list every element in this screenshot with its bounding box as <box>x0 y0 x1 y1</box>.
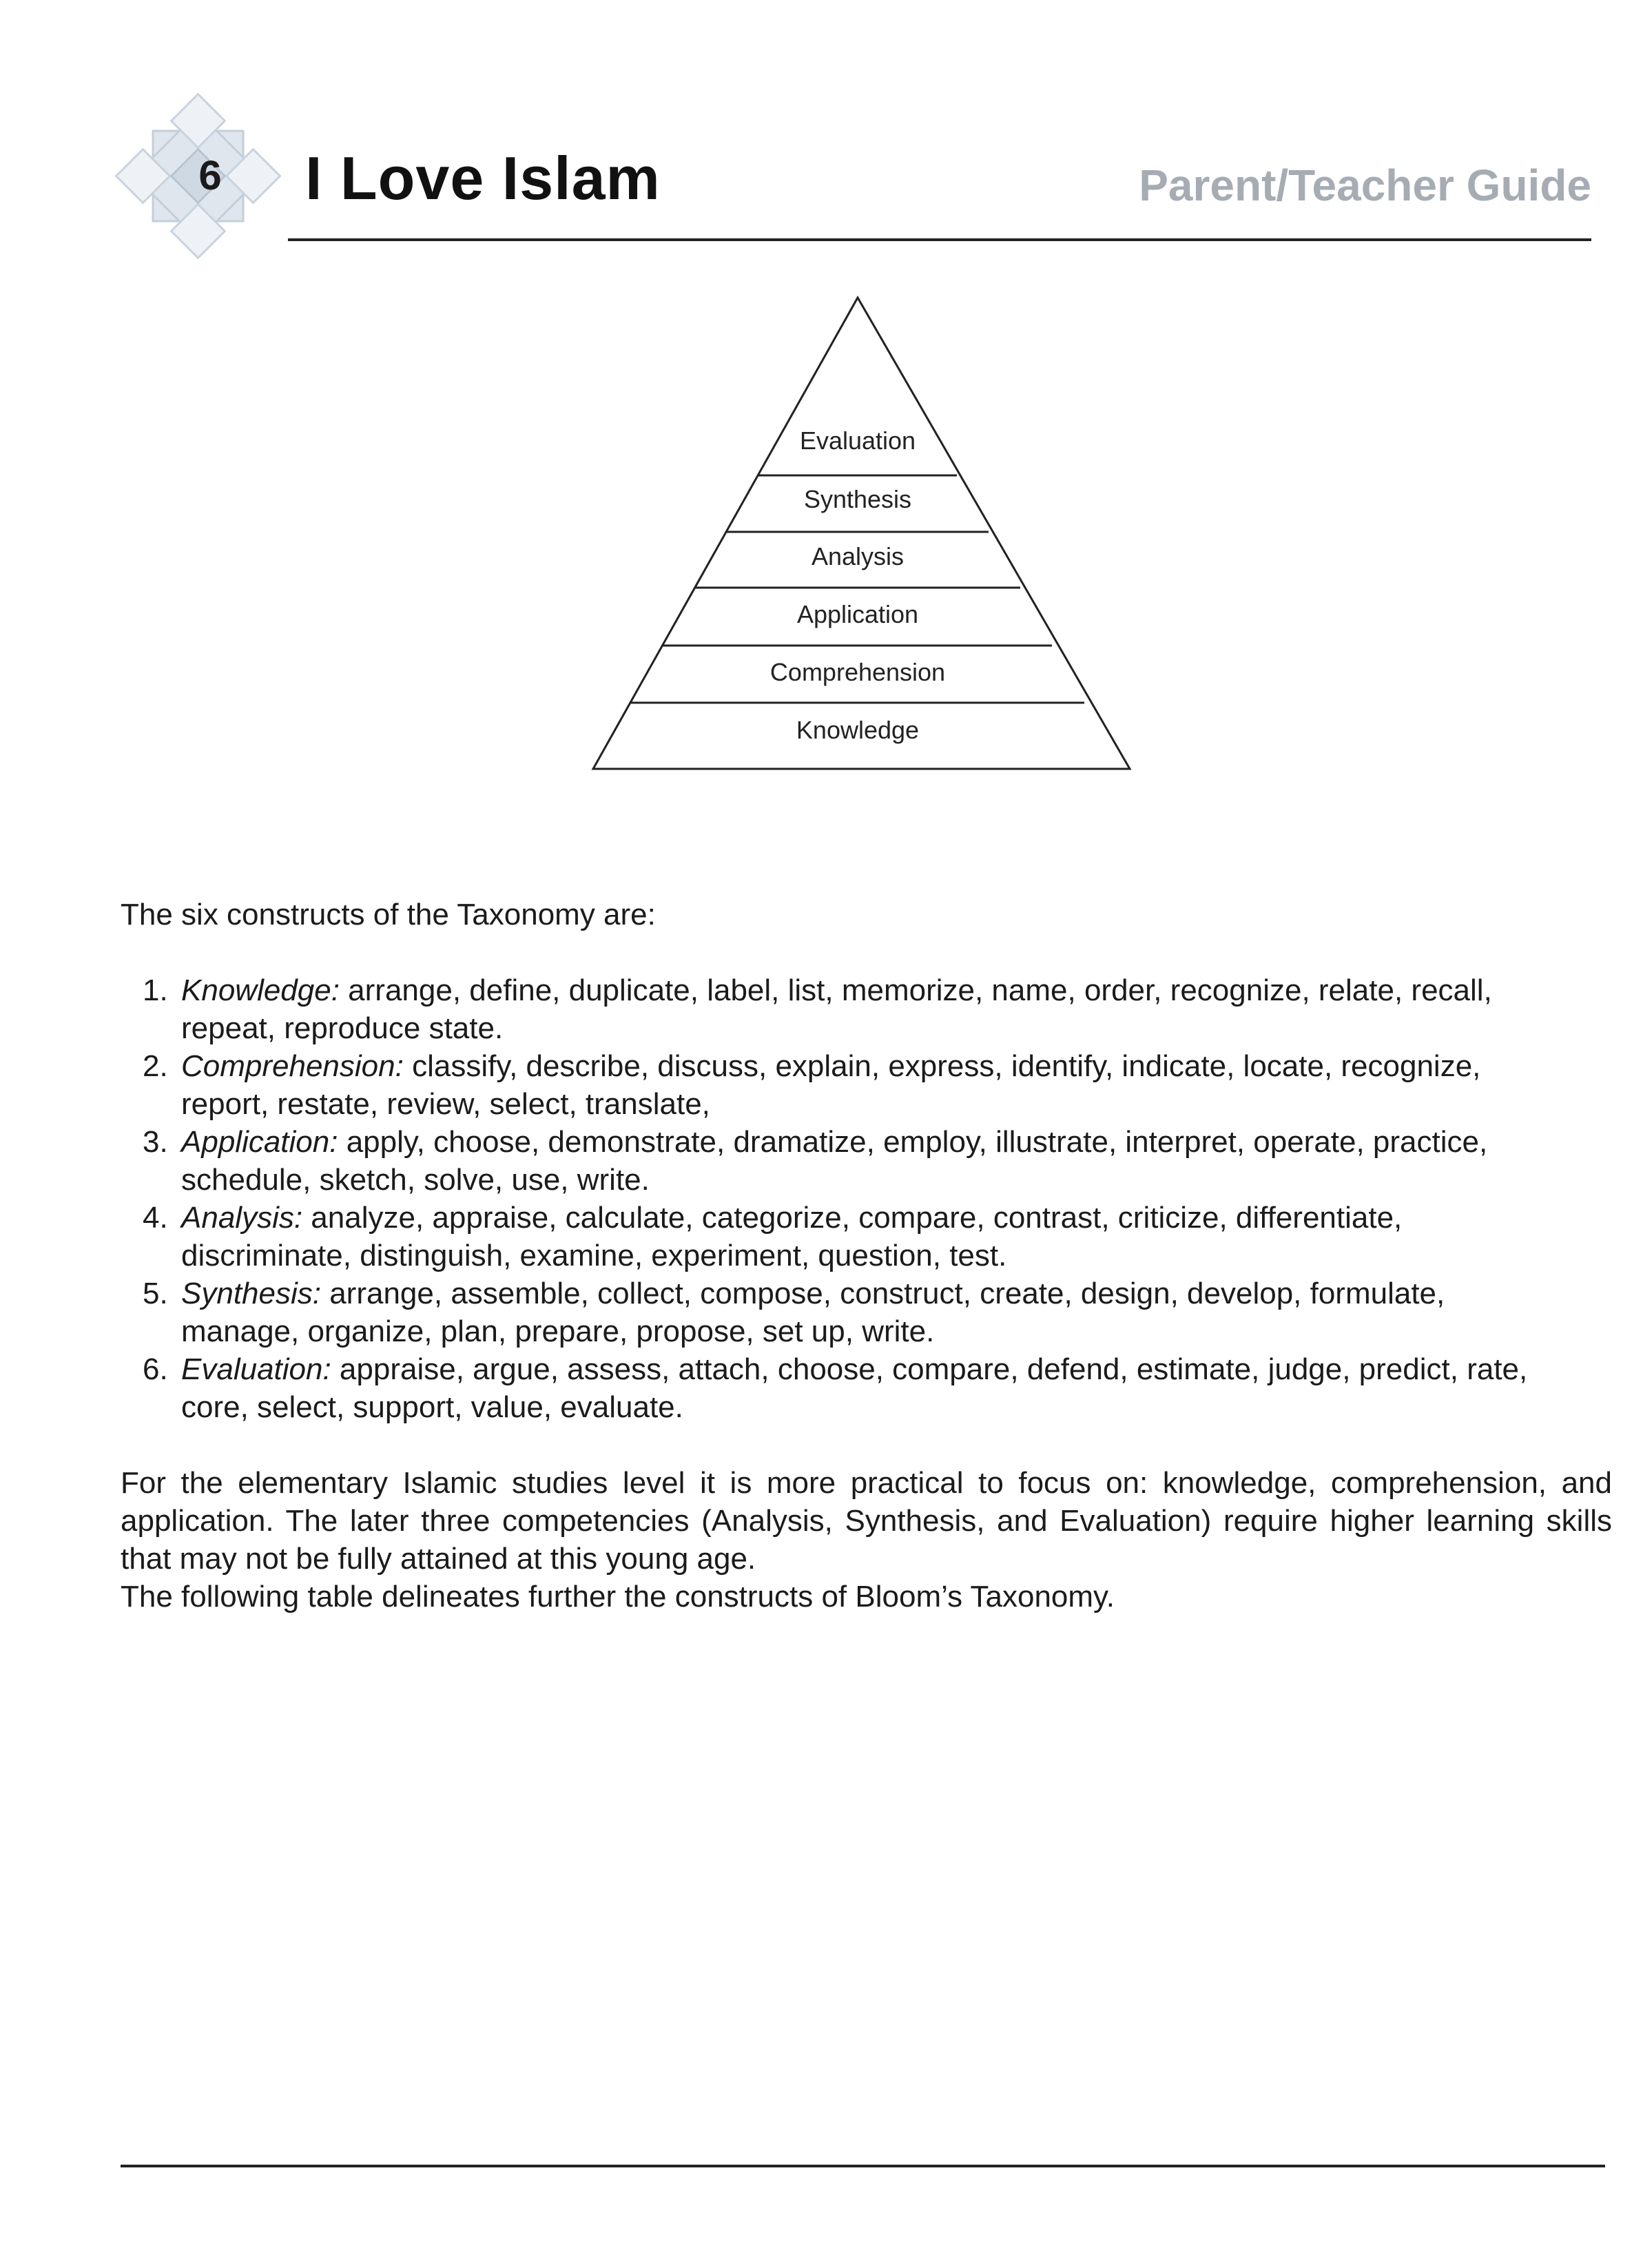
pyramid-level-evaluation: Evaluation <box>799 426 916 455</box>
construct-verbs: arrange, assemble, collect, compose, construct, create, design, develop, formulate, manage, organize, plan, prepare, propose, set up, write. <box>181 1277 1445 1348</box>
construct-term: Synthesis: <box>181 1277 321 1310</box>
footer-divider <box>121 2165 1605 2167</box>
construct-term: Application: <box>181 1125 338 1159</box>
taxonomy-pyramid <box>0 0 1643 799</box>
list-item <box>121 1047 1566 1123</box>
list-number: 1. <box>143 973 168 1007</box>
pyramid-level-analysis: Analysis <box>811 542 905 570</box>
guide-title: Parent/Teacher Guide <box>1139 161 1591 210</box>
list-number: 4. <box>143 1201 168 1235</box>
list-item <box>121 1275 1566 1350</box>
pyramid-level-synthesis: Synthesis <box>803 485 912 513</box>
construct-term: Evaluation: <box>181 1352 331 1386</box>
construct-verbs: analyze, appraise, calculate, categorize, compare, contrast, criticize, differentiate, discriminate, distinguish, examine, experiment, question, test. <box>181 1201 1403 1272</box>
pyramid-outline <box>593 298 1130 769</box>
construct-term: Comprehension: <box>181 1049 404 1083</box>
pyramid-level-comprehension: Comprehension <box>769 658 946 686</box>
list-item <box>121 1199 1566 1275</box>
list-item <box>121 971 1566 1047</box>
constructs-list <box>121 971 1612 1426</box>
list-number: 5. <box>143 1277 168 1310</box>
body-text <box>121 896 1612 1616</box>
list-number: 3. <box>143 1125 168 1159</box>
construct-verbs: appraise, argue, assess, attach, choose, compare, defend, estimate, judge, predict, rate, core, select, support, value, evaluate. <box>181 1352 1528 1424</box>
book-title: I Love Islam <box>305 144 661 212</box>
list-number: 2. <box>143 1049 168 1083</box>
intro-paragraph: The six constructs of the Taxonomy are: <box>121 898 656 931</box>
construct-term: Knowledge: <box>181 973 340 1007</box>
closing-line: The following table delineates further the constructs of Bloom’s Taxonomy. <box>121 1580 1115 1614</box>
construct-verbs: classify, describe, discuss, explain, express, identify, indicate, locate, recognize, report, restate, review, select, translate, <box>181 1049 1481 1121</box>
list-item <box>121 1350 1566 1426</box>
page-number: 6 <box>198 152 222 198</box>
list-item <box>121 1123 1566 1199</box>
closing-paragraph: For the elementary Islamic studies level it is more practical to focus on: knowledge, comprehension, and application. The later three competencies (Analysis, Synthesis, and Evaluation) require higher learning skills that may not be fully attained at this young age. <box>121 1466 1612 1576</box>
construct-term: Analysis: <box>181 1201 303 1235</box>
pyramid-level-application: Application <box>796 600 919 628</box>
list-number: 6. <box>143 1352 168 1386</box>
pyramid-level-knowledge: Knowledge <box>796 716 920 744</box>
construct-verbs: apply, choose, demonstrate, dramatize, employ, illustrate, interpret, operate, practice, schedule, sketch, solve, use, write. <box>181 1125 1488 1197</box>
construct-verbs: arrange, define, duplicate, label, list, memorize, name, order, recognize, relate, recall, repeat, reproduce state. <box>181 973 1492 1045</box>
